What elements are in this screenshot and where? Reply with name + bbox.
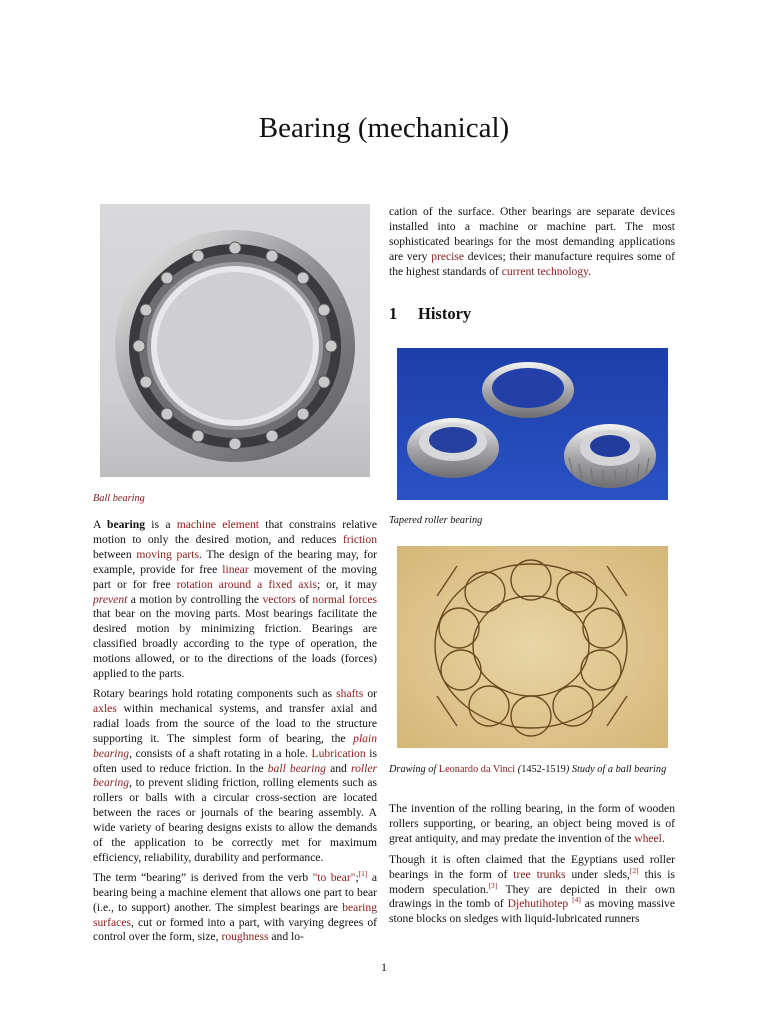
link-bearing-surfaces[interactable]: bearing surfaces <box>93 900 377 929</box>
link-moving-parts[interactable]: moving parts <box>136 547 199 561</box>
left-column <box>93 518 377 945</box>
link-precise[interactable]: precise <box>431 249 465 263</box>
link-shafts[interactable]: shafts <box>336 686 364 700</box>
citation-1[interactable]: [1] <box>358 868 368 878</box>
link-wheel[interactable]: wheel <box>634 831 662 845</box>
link-vectors[interactable]: vectors <box>262 592 296 606</box>
ball-bearing-image <box>100 204 370 477</box>
link-roughness[interactable]: roughness <box>221 930 269 944</box>
paragraph-term: The term “bearing” is derived from the verb "to bear";[1] a bearing being a machine element that allows one part to bear (i.e., to support) another. The simplest bearings are bearing surfaces, cut or formed into a part, with varying degrees of control over the form, size, roughness and lo- <box>93 868 377 944</box>
link-machine-element[interactable]: machine element <box>176 518 259 531</box>
page-number: 1 <box>381 960 387 974</box>
link-to-bear[interactable]: "to bear" <box>312 870 356 884</box>
link-axles[interactable]: axles <box>93 701 117 715</box>
section-heading-history: 1 History <box>389 304 472 323</box>
link-roller-bearing[interactable]: roller bearing <box>93 761 377 790</box>
citation-4[interactable]: [4] <box>572 895 581 905</box>
paragraph-intro: A bearing is a machine element that constrains relative motion to only the desired motion, and reduces friction between moving parts. The design of the bearing may, for example, provide for free linear movement of the moving part or for free rotation around a fixed axis; or, it may prevent a motion by controlling the vectors of normal forces that bear on the moving parts. Most bearings facilitate the desired motion by minimizing friction. Bearings are classified broadly according to the type of operation, the motions allowed, or to the directions of the loads (forces) applied to the parts. <box>93 518 377 681</box>
link-plain-bearing[interactable]: plain bearing <box>93 731 377 760</box>
link-ball-bearing[interactable]: ball bearing <box>267 761 326 775</box>
link-prevent[interactable]: prevent <box>93 592 128 606</box>
paragraph-invention: The invention of the rolling bearing, in the form of wooden rollers supporting, or bearing, an object being moved is of great antiquity, and may predate the invention of the wheel. <box>389 802 675 845</box>
paragraph-rotary: Rotary bearings hold rotating components such as shafts or axles within mechanical systems, and transfer axial and radial loads from the source of the load to the structure supporting it. The simplest form of bearing, the plain bearing, consists of a shaft rotating in a hole. Lubrication is often used to reduce friction. In the ball bearing and roller bearing, to prevent sliding friction, rolling elements such as rollers or balls with a circular cross-section are located between the races or journals of the bearing assembly. A wide variety of bearing designs exists to allow the demands of the application to be correctly met for maximum efficiency, reliability, durability and performance. <box>93 686 377 864</box>
link-rotation[interactable]: rotation around a fixed axis <box>176 577 317 591</box>
tapered-roller-bearing-image <box>397 348 668 500</box>
citation-3[interactable]: [3] <box>488 880 498 890</box>
link-djehutihotep[interactable]: Djehutihotep <box>507 897 569 911</box>
drawing-caption: Drawing of Leonardo da Vinci (1452-1519) Study of a ball bearing <box>389 764 667 775</box>
right-column-top <box>389 205 675 280</box>
link-linear[interactable]: linear <box>222 562 249 576</box>
paragraph-egyptians: Though it is often claimed that the Egyptians used roller bearings in the form of tree trunks under sleds,[2] this is modern speculation.[3] They are depicted in their own drawings in the tomb of Djehutihotep [4] as moving massive stone blocks on sledges with liquid-lubricated runners <box>389 852 676 926</box>
link-normal-forces[interactable]: normal forces <box>312 592 377 606</box>
tapered-caption: Tapered roller bearing <box>389 515 483 526</box>
link-leonardo-da-vinci[interactable]: Leonardo da Vinci <box>438 764 516 775</box>
da-vinci-drawing-image <box>397 546 668 748</box>
ball-bearing-caption: Ball bearing <box>93 493 145 504</box>
link-current-technology[interactable]: current technology <box>501 264 589 278</box>
link-tree-trunks[interactable]: tree trunks <box>513 867 566 881</box>
page-title: Bearing (mechanical) <box>258 112 510 144</box>
paragraph-continued: cation of the surface. Other bearings are separate devices installed into a machine or machine part. The most sophisticated bearings for the most demanding applications are very precise devices; their manufacture requires some of the highest standards of current technology. <box>389 205 675 278</box>
link-friction[interactable]: friction <box>342 532 377 546</box>
link-lubrication[interactable]: Lubrication <box>311 746 366 760</box>
right-column-bottom <box>389 802 675 927</box>
citation-2[interactable]: [2] <box>629 865 639 875</box>
